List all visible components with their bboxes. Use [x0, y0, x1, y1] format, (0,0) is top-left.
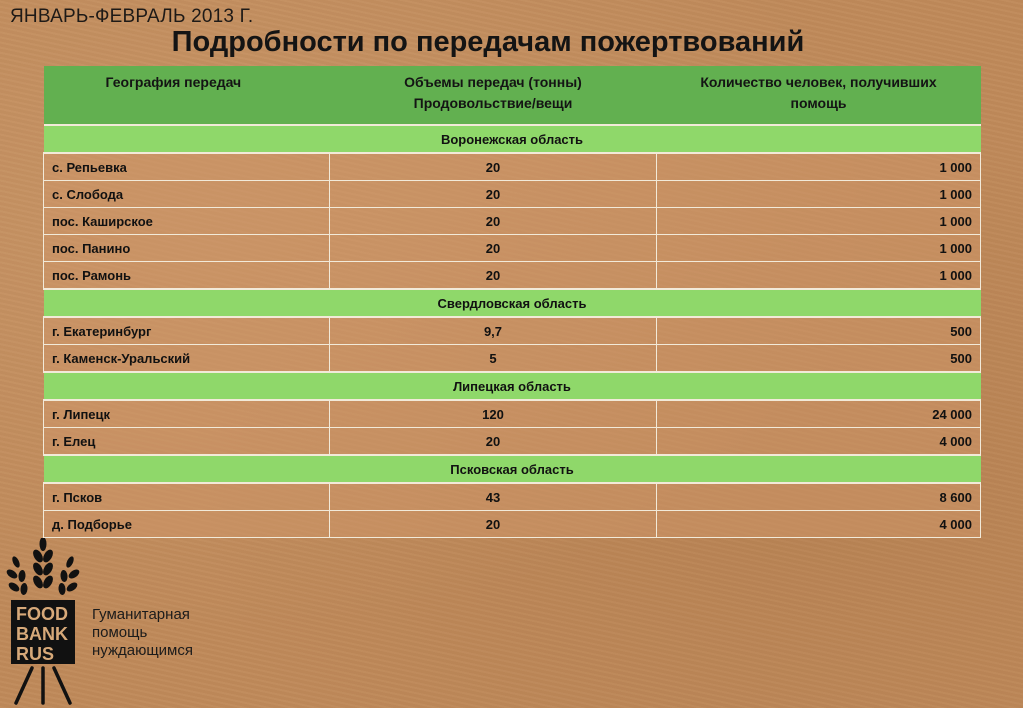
table-row: [44, 428, 981, 456]
cell-volume: 120: [330, 400, 657, 428]
cell-people: 1 000: [657, 208, 981, 235]
table-row: [44, 181, 981, 208]
column-header-people-line2: помощь: [790, 95, 847, 111]
table-row: [44, 483, 981, 511]
cell-people: 500: [657, 317, 981, 345]
column-header-geography: География передач: [44, 66, 330, 125]
period-label: ЯНВАРЬ-ФЕВРАЛЬ 2013 Г.: [10, 6, 254, 27]
cell-people: 500: [657, 345, 981, 373]
tagline-line2: помощь: [92, 624, 148, 641]
cell-place: д. Подборье: [44, 511, 330, 538]
page-title: Подробности по передачам пожертвований: [171, 26, 805, 58]
cell-volume: 20: [330, 262, 657, 290]
cell-people: 1 000: [657, 181, 981, 208]
column-header-people: [657, 66, 981, 125]
cell-place: г. Елец: [44, 428, 330, 456]
region-name: Свердловская область: [44, 289, 981, 317]
logo-text-food: FOOD: [16, 604, 68, 624]
table-row: [44, 511, 981, 538]
cell-volume: 20: [330, 181, 657, 208]
tagline-line1: Гуманитарная: [92, 606, 190, 623]
cell-people: 1 000: [657, 262, 981, 290]
tagline-line3: нуждающимся: [92, 642, 193, 659]
cell-place: г. Екатеринбург: [44, 317, 330, 345]
table-header-row: [44, 66, 981, 125]
cell-place: г. Липецк: [44, 400, 330, 428]
cell-place: пос. Рамонь: [44, 262, 330, 290]
table-row: [44, 345, 981, 373]
region-name: Воронежская область: [44, 125, 981, 153]
cell-volume: 43: [330, 483, 657, 511]
column-header-volume-line1: Объемы передач (тонны): [404, 74, 582, 90]
cell-people: 4 000: [657, 428, 981, 456]
table-row: [44, 400, 981, 428]
column-header-people-line1: Количество человек, получивших: [700, 74, 937, 90]
cell-volume: 20: [330, 428, 657, 456]
donations-table: [43, 66, 980, 538]
region-name: Липецкая область: [44, 372, 981, 400]
column-header-volume-line2: Продовольствие/вещи: [413, 95, 573, 111]
cell-place: пос. Каширское: [44, 208, 330, 235]
cell-volume: 20: [330, 235, 657, 262]
cell-volume: 20: [330, 208, 657, 235]
table-row: [44, 208, 981, 235]
cell-people: 4 000: [657, 511, 981, 538]
cell-people: 24 000: [657, 400, 981, 428]
cell-place: г. Каменск-Уральский: [44, 345, 330, 373]
cell-volume: 9,7: [330, 317, 657, 345]
logo-legs: [16, 668, 70, 703]
table-row: [44, 262, 981, 290]
table-row: [44, 235, 981, 262]
cell-volume: 20: [330, 511, 657, 538]
column-header-volume: [330, 66, 657, 125]
region-row: [44, 289, 981, 317]
region-row: [44, 372, 981, 400]
logo-text-bank: BANK: [16, 624, 68, 644]
cell-place: пос. Панино: [44, 235, 330, 262]
table-row: [44, 317, 981, 345]
wheat-icon: [5, 538, 81, 595]
cell-place: с. Репьевка: [44, 153, 330, 181]
cell-place: с. Слобода: [44, 181, 330, 208]
cell-place: г. Псков: [44, 483, 330, 511]
logo-text-rus: RUS: [16, 644, 55, 664]
region-row: [44, 455, 981, 483]
region-name: Псковская область: [44, 455, 981, 483]
cell-people: 1 000: [657, 235, 981, 262]
cell-volume: 20: [330, 153, 657, 181]
region-row: [44, 125, 981, 153]
cell-people: 8 600: [657, 483, 981, 511]
cell-people: 1 000: [657, 153, 981, 181]
cell-volume: 5: [330, 345, 657, 373]
foodbank-logo: [2, 538, 84, 708]
tagline: [92, 606, 193, 660]
table-row: [44, 153, 981, 181]
